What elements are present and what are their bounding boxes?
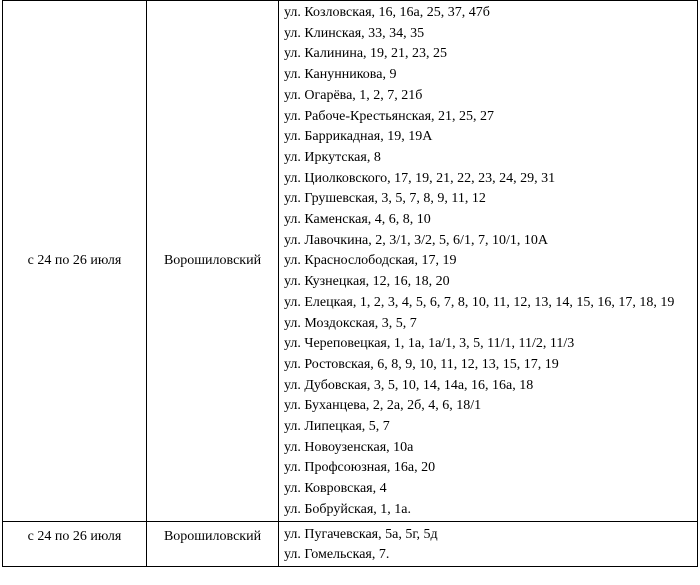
street-item: ул. Баррикадная, 19, 19А bbox=[284, 129, 433, 145]
street-item: ул. Циолковского, 17, 19, 21, 22, 23, 24, 29, 31 bbox=[284, 170, 556, 186]
street-item: ул. Новоузенская, 10а bbox=[284, 439, 414, 455]
street-item: ул. Гомельская, 7. bbox=[284, 547, 390, 563]
street-item: ул. Иркутская, 8 bbox=[284, 149, 381, 165]
street-item: ул. Ростовская, 6, 8, 9, 10, 11, 12, 13, 15, 17, 19 bbox=[284, 356, 559, 372]
street-item: ул. Пугачевская, 5а, 5г, 5д bbox=[284, 526, 438, 542]
streets-cell bbox=[279, 521, 698, 566]
street-list bbox=[284, 525, 693, 566]
street-item: ул. Профсоюзная, 16а, 20 bbox=[284, 460, 436, 476]
street-item: ул. Огарёва, 1, 2, 7, 21б bbox=[284, 87, 423, 103]
street-item: ул. Рабоче-Крестьянская, 21, 25, 27 bbox=[284, 108, 495, 124]
schedule-row bbox=[3, 1, 698, 522]
street-item: ул. Буханцева, 2, 2а, 2б, 4, 6, 18/1 bbox=[284, 398, 482, 414]
street-item: ул. Каменская, 4, 6, 8, 10 bbox=[284, 212, 431, 228]
street-item: ул. Грушевская, 3, 5, 7, 8, 9, 11, 12 bbox=[284, 191, 486, 207]
street-item: ул. Дубовская, 3, 5, 10, 14, 14а, 16, 16а, 18 bbox=[284, 377, 534, 393]
street-item: ул. Лавочкина, 2, 3/1, 3/2, 5, 6/1, 7, 10/1, 10А bbox=[284, 232, 548, 248]
street-list bbox=[284, 3, 693, 521]
street-item: ул. Клинская, 33, 34, 35 bbox=[284, 25, 425, 41]
schedule-table bbox=[2, 0, 698, 567]
district-cell: Ворошиловский bbox=[147, 1, 279, 522]
street-item: ул. Канунникова, 9 bbox=[284, 67, 397, 83]
street-item: ул. Краснослободская, 17, 19 bbox=[284, 253, 457, 269]
street-item: ул. Елецкая, 1, 2, 3, 4, 5, 6, 7, 8, 10, 11, 12, 13, 14, 15, 16, 17, 18, 19 bbox=[284, 294, 675, 310]
street-item: ул. Череповецкая, 1, 1а, 1а/1, 3, 5, 11/1, 11/2, 11/3 bbox=[284, 336, 575, 352]
street-item: ул. Козловская, 16, 16а, 25, 37, 47б bbox=[284, 5, 490, 20]
schedule-row bbox=[3, 521, 698, 566]
street-item: ул. Ковровская, 4 bbox=[284, 481, 387, 497]
date-cell: с 24 по 26 июля bbox=[3, 1, 147, 522]
street-item: ул. Калинина, 19, 21, 23, 25 bbox=[284, 46, 448, 62]
street-item: ул. Липецкая, 5, 7 bbox=[284, 419, 390, 435]
street-item: ул. Кузнецкая, 12, 16, 18, 20 bbox=[284, 274, 450, 290]
street-item: ул. Моздокская, 3, 5, 7 bbox=[284, 315, 417, 331]
district-cell: Ворошиловский bbox=[147, 521, 279, 566]
date-cell: с 24 по 26 июля bbox=[3, 521, 147, 566]
schedule-table-body bbox=[3, 1, 698, 567]
streets-cell bbox=[279, 1, 698, 522]
street-item: ул. Бобруйская, 1, 1а. bbox=[284, 501, 412, 517]
